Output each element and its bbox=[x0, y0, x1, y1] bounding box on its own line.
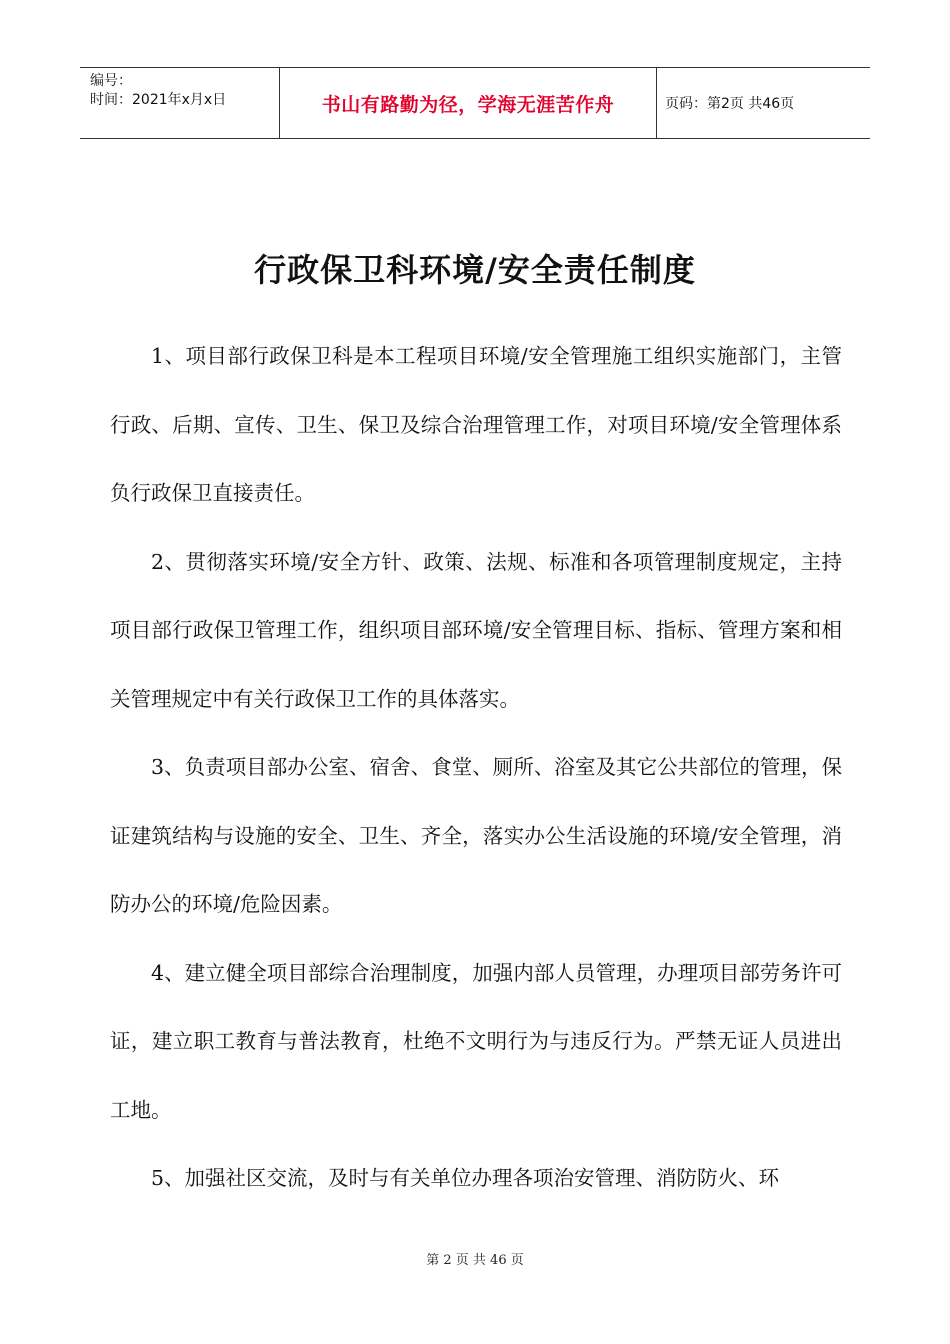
document-title: 行政保卫科环境/安全责任制度 bbox=[254, 251, 696, 289]
document-number-label: 编号： bbox=[90, 73, 132, 89]
paragraph-4: 4、建立健全项目部综合治理制度，加强内部人员管理，办理项目部劳务许可证，建立职工教育与普法教育，杜绝不文明行为与违反行为。严禁无证人员进出工地。 bbox=[110, 960, 842, 1122]
document-body bbox=[110, 322, 842, 1213]
paragraph-2: 2、贯彻落实环境/安全方针、政策、法规、标准和各项管理制度规定，主持项目部行政保卫管理工作，组织项目部环境/安全管理目标、指标、管理方案和相关管理规定中有关行政保卫工作的具体落实。 bbox=[110, 549, 842, 711]
paragraph-5: 5、加强社区交流，及时与有关单位办理各项治安管理、消防防火、环 bbox=[151, 1166, 780, 1190]
header-motto: 书山有路勤为径，学海无涯苦作舟 bbox=[280, 68, 657, 138]
header-page-code: 页码：第2页 共46页 bbox=[665, 96, 795, 112]
document-time-label: 时间：2021年x月x日 bbox=[90, 92, 227, 108]
paragraph-1: 1、项目部行政保卫科是本工程项目环境/安全管理施工组织实施部门，主管行政、后期、宣传、卫生、保卫及综合治理管理工作，对项目环境/安全管理体系负行政保卫直接责任。 bbox=[110, 344, 842, 505]
paragraph-3: 3、负责项目部办公室、宿舍、食堂、厕所、浴室及其它公共部位的管理，保证建筑结构与设施的安全、卫生、齐全，落实办公生活设施的环境/安全管理，消防办公的环境/危险因素。 bbox=[110, 755, 842, 916]
page-header bbox=[80, 67, 870, 139]
header-meta-cell bbox=[80, 68, 280, 138]
page-footer: 第 2 页 共 46 页 bbox=[426, 1253, 524, 1268]
